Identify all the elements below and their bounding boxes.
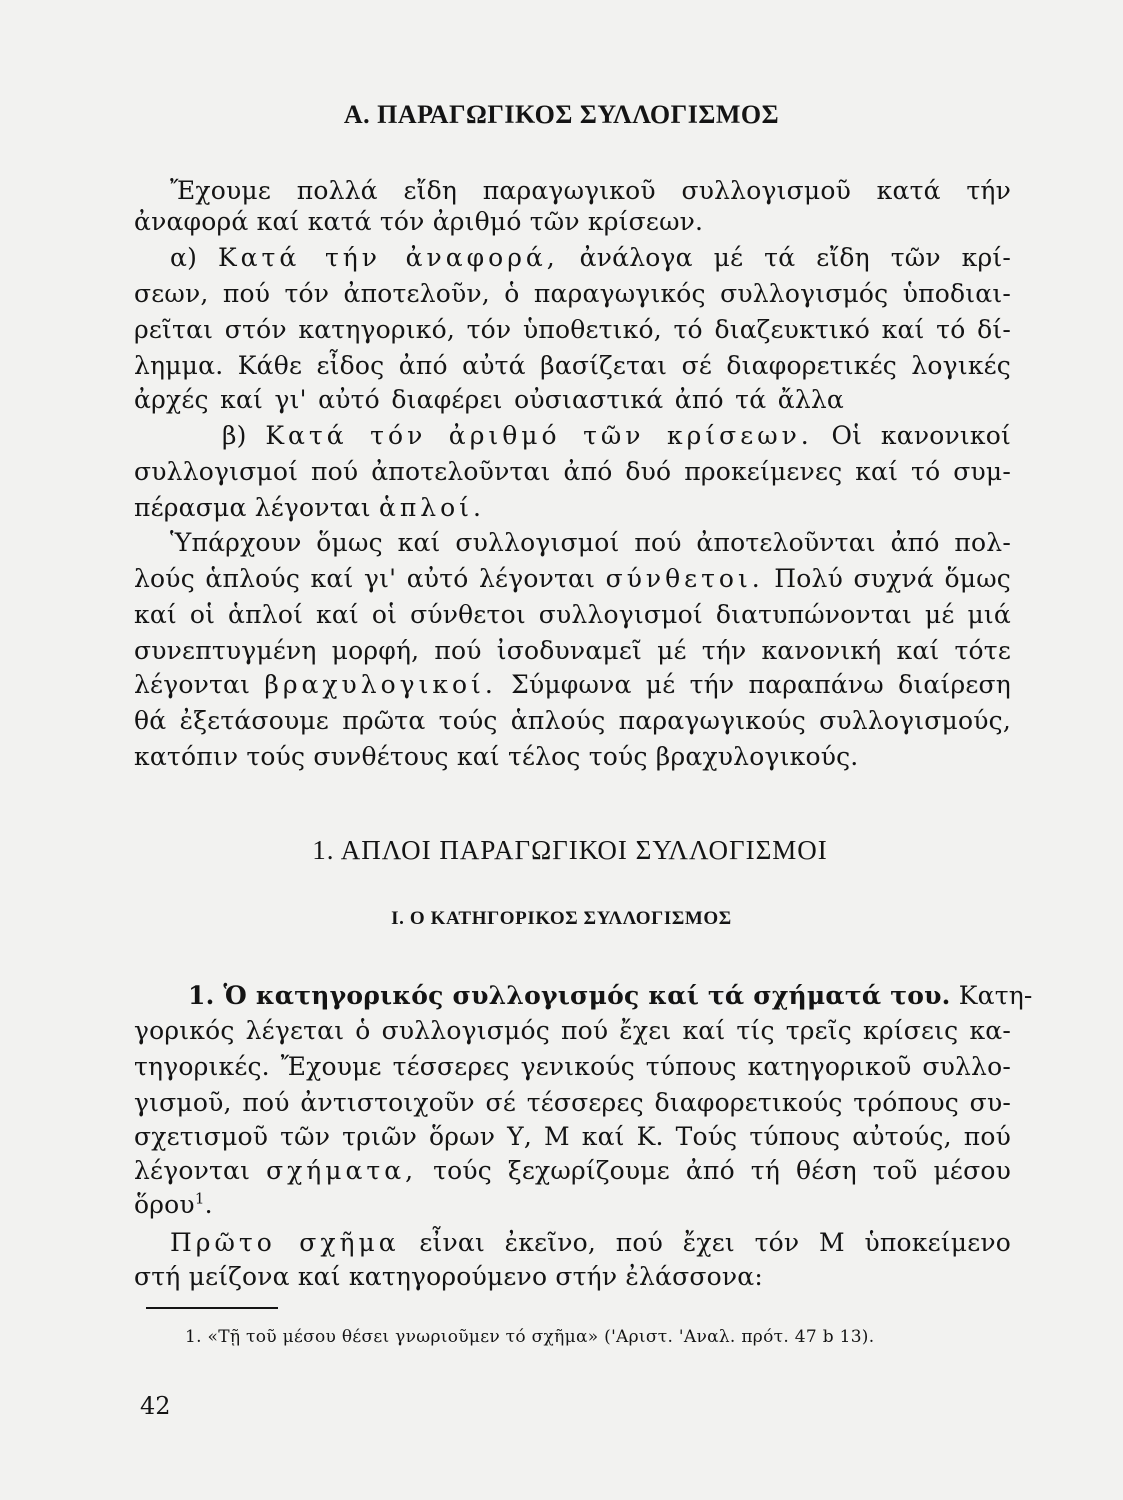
item-marker: β) — [222, 421, 247, 450]
paragraph-text: Οἱ κανονικοί — [831, 421, 1011, 450]
emphasis-text: Πρῶτο σχῆμα — [170, 1228, 400, 1257]
paragraph-line: ἀρχές καί γι' αὐτό διαφέρει οὐσιαστικά ἀπό τά ἄλλα — [134, 385, 844, 414]
paragraph-line: Ὑπάρχουν ὅμως καί συλλογισμοί πού ἀποτελοῦνται ἀπό πολ- — [170, 528, 1011, 557]
page-number: 42 — [140, 1392, 171, 1420]
subheading-categorical: Ι. Ο ΚΑΤΗΓΟΡΙΚΟΣ ΣΥΛΛΟΓΙΣΜΟΣ — [391, 908, 732, 929]
emphasis-text: σύνθετοι. — [605, 564, 764, 593]
item-b-line — [222, 420, 1011, 452]
paragraph-line — [134, 669, 1011, 701]
paragraph-text: Σύμφωνα μέ τήν παραπάνω διαίρεση — [511, 670, 1011, 699]
paragraph-text: λούς ἁπλούς καί γι' αὐτό λέγονται — [134, 564, 596, 593]
paragraph-line: Ἔχουμε πολλά εἴδη παραγωγικοῦ συλλογισμοῦ κατά τήν — [170, 176, 1011, 205]
paragraph-line — [170, 1227, 1011, 1259]
emphasis-text: ἁπλοί. — [378, 493, 485, 522]
paragraph-line: σχετισμοῦ τῶν τριῶν ὅρων Υ, Μ καί Κ. Τούς τύπους αὐτούς, πού — [134, 1122, 1011, 1151]
paragraph-line: ρεῖται στόν κατηγορικό, τόν ὑποθετικό, τό διαζευκτικό καί τό δί- — [134, 315, 1011, 344]
subheading-simple-syllogisms: 1. ΑΠΛΟΙ ΠΑΡΑΓΩΓΙΚΟΙ ΣΥΛΛΟΓΙΣΜΟΙ — [312, 835, 828, 865]
emphasis-text: σχήματα, — [266, 1156, 418, 1185]
footnote: 1. «Τῇ τοῦ μέσου θέσει γνωριοῦμεν τό σχῆμα» ('Αριστ. 'Αναλ. πρότ. 47 b 13). — [185, 1327, 875, 1347]
paragraph-text: εἶναι ἐκεῖνο, πού ἔχει τόν Μ ὑποκείμενο — [419, 1228, 1011, 1257]
paragraph-line: καί οἱ ἁπλοί καί οἱ σύνθετοι συλλογισμοί διατυπώνονται μέ μιά — [134, 600, 1011, 629]
section-heading: Α. ΠΑΡΑΓΩΓΙΚΟΣ ΣΥΛΛΟΓΙΣΜΟΣ — [343, 100, 780, 129]
paragraph-text: ἀνάλογα μέ τά εἴδη τῶν κρί- — [579, 243, 1011, 272]
paragraph-text: Πολύ συχνά ὅμως — [774, 564, 1011, 593]
paragraph-text: τούς ξεχωρίζουμε ἀπό τή θέση τοῦ μέσου — [433, 1156, 1011, 1185]
emphasis-text: Κατά τήν ἀναφορά, — [217, 243, 559, 272]
paragraph-line: σεων, πού τόν ἀποτελοῦν, ὁ παραγωγικός συλλογισμός ὑποδιαι- — [134, 279, 1011, 308]
paragraph-title: 1. Ὁ κατηγορικός συλλογισμός καί τά σχήματά του. — [188, 981, 951, 1010]
paragraph-line: λημμα. Κάθε εἶδος ἀπό αὐτά βασίζεται σέ διαφορετικές λογικές — [134, 351, 1011, 380]
paragraph-line — [134, 1189, 213, 1221]
paragraph-text: λέγονται — [134, 670, 251, 699]
paragraph-line — [134, 563, 1011, 595]
paragraph-line — [188, 980, 1033, 1012]
paragraph-text: . — [204, 1190, 213, 1219]
paragraph-text: Κατη- — [958, 981, 1033, 1010]
paragraph-text: πέρασμα λέγονται — [134, 493, 371, 522]
paragraph-text: λέγονται — [134, 1156, 251, 1185]
footnote-divider — [146, 1307, 278, 1309]
paragraph-line: τηγορικές. Ἔχουμε τέσσερες γενικούς τύπους κατηγορικοῦ συλλο- — [134, 1052, 1011, 1081]
paragraph-line: συλλογισμοί πού ἀποτελοῦνται ἀπό δυό προκείμενες καί τό συμ- — [134, 457, 1011, 486]
paragraph-line: στή μείζονα καί κατηγορούμενο στήν ἐλάσσονα: — [134, 1262, 764, 1291]
paragraph-line: ἀναφορά καί κατά τόν ἀριθμό τῶν κρίσεων. — [134, 207, 704, 236]
paragraph-line: κατόπιν τούς συνθέτους καί τέλος τούς βραχυλογικούς. — [134, 742, 859, 771]
paragraph-line: γισμοῦ, πού ἀντιστοιχοῦν σέ τέσσερες διαφορετικούς τρόπους συ- — [134, 1088, 1011, 1117]
emphasis-text: Κατά τόν ἀριθμό τῶν κρίσεων. — [265, 421, 813, 450]
item-a-line — [170, 242, 1011, 274]
emphasis-text: βραχυλογικοί. — [264, 670, 497, 699]
footnote-reference: 1 — [194, 1189, 205, 1208]
paragraph-line: θά ἐξετάσουμε πρῶτα τούς ἁπλούς παραγωγικούς συλλογισμούς, — [134, 706, 1011, 735]
paragraph-line — [134, 1155, 1011, 1187]
paragraph-line — [134, 492, 485, 524]
paragraph-line: γορικός λέγεται ὁ συλλογισμός πού ἔχει καί τίς τρεῖς κρίσεις κα- — [134, 1016, 1011, 1045]
paragraph-text: ὅρου — [134, 1190, 195, 1219]
item-marker: α) — [170, 243, 198, 272]
paragraph-line: συνεπτυγμένη μορφή, πού ἰσοδυναμεῖ μέ τήν κανονική καί τότε — [134, 636, 1011, 665]
